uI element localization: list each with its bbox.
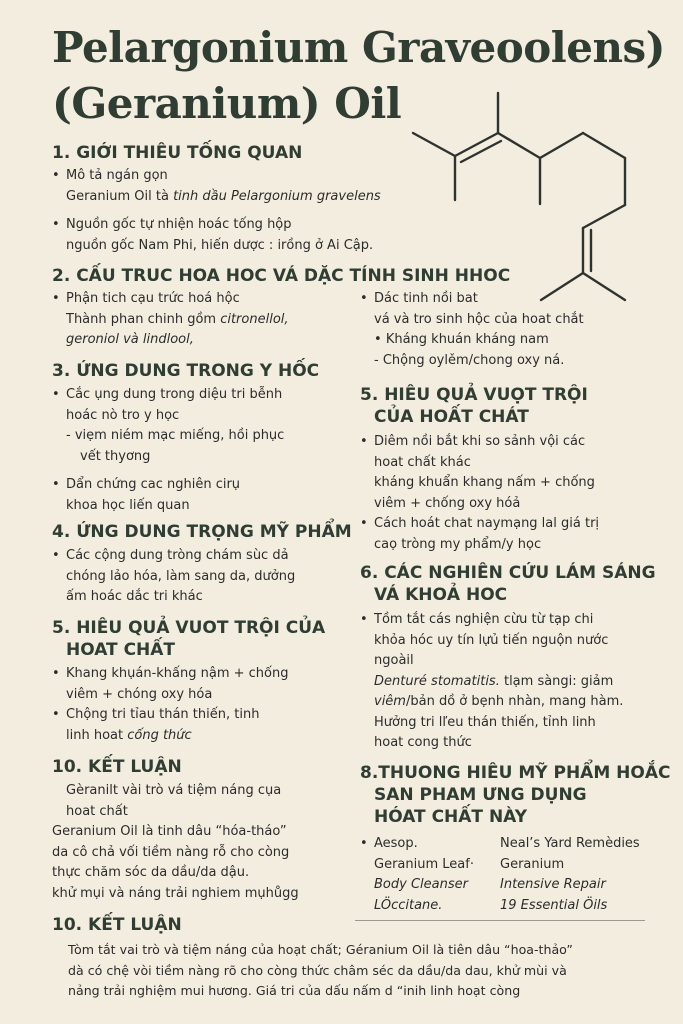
- list-item: • Diêm nồi bắt khi so sảnh vội các: [360, 432, 599, 453]
- list-item-text: - Chộng oylěm/chong oxy ná.: [374, 352, 565, 368]
- list-item-text: caọ tròng my phẩm/y học: [374, 536, 542, 552]
- section-heading: 10. KẾT LUẬN: [52, 757, 182, 777]
- section-heading: 5. HIÊU QUẢ VUOT TRỘI CỦA HOAT CHẤT: [52, 618, 326, 660]
- list-item-text: vết thyơng: [80, 448, 151, 464]
- product-name: Body Cleanser: [374, 877, 468, 892]
- section-effectiveness-left: [52, 617, 325, 746]
- list-item-text: hoác nò tro y học: [66, 407, 180, 423]
- list-item: • Phận tich cạu trức hoá hộc: [52, 289, 289, 310]
- product-name: Geranium Leaf·: [374, 856, 474, 872]
- section-medical-applications: [52, 360, 319, 516]
- paragraph-line: hoat chất: [66, 803, 128, 819]
- brand-item: LÖccitane.: [374, 897, 443, 913]
- list-item-text: Thành phan chinh gồm citronellol,: [66, 311, 289, 327]
- list-item-text: ấm hoác dắc tri khác: [66, 589, 203, 604]
- list-item: • Chộng tri tỉau thán thiến, tinh: [52, 705, 325, 726]
- list-item-text: ngoàil: [374, 653, 414, 668]
- paragraph-line: Gèranilt vài trò vá tiệm náng cụa: [66, 783, 282, 798]
- title-line-1: Pelargonium Graveoolens): [52, 23, 666, 72]
- list-item: • Cắc ụng dung trong diệu tri bễnh: [52, 385, 319, 406]
- brand-item: Neal’s Yard Remèdies: [500, 836, 640, 851]
- list-item-text: viêm/bản dồ ở bẹnh nhàn, mang hàm.: [374, 694, 624, 709]
- list-item-text: geroniol và lindlool,: [66, 332, 194, 347]
- list-item-text: khỏa hóc uy tín lựủ tiến nguộn nước: [374, 632, 609, 648]
- list-item-text: kháng khuẩn khang nấm + chống: [374, 475, 595, 490]
- title-line-2: (Geranium) Oil: [52, 79, 402, 128]
- list-item-text: viêm + chóng oxy hóa: [66, 686, 213, 702]
- product-name: Intensive Repair: [500, 877, 606, 892]
- list-item: • Các cộng dung tròng chám sùc dả: [52, 546, 352, 567]
- list-item-text: hoat chất khác: [374, 454, 471, 470]
- section-heading: 5. HIÊU QUẢ VUỌT TRỘI CỦA HOẤT CHÁT: [360, 385, 588, 427]
- list-item: • Dác tinh nồi bat: [360, 289, 584, 310]
- paragraph-line: khử mụi và náng trải nghiem mụhůgg: [52, 885, 299, 901]
- brand-list: [360, 834, 671, 916]
- list-item: • Mô tả ngán gọn: [52, 166, 381, 187]
- paragraph-line: thực chăm sóc da dầu/da dậu.: [52, 865, 250, 880]
- list-item: • Nguồn gốc tự nhiện hoác tống hộp: [52, 215, 381, 236]
- list-item-text: Geranium Oil tà tinh dầu Pelargonium gravelens: [66, 188, 381, 204]
- list-item-text: viêm + chống oxy hóả: [374, 495, 521, 511]
- list-item: • Dẩn chứng cac nghiên cirụ: [52, 475, 319, 496]
- list-item-text: khoa học liến quan: [66, 497, 190, 513]
- brand-item: • Aesop.: [360, 834, 500, 855]
- section-conclusion-bottom: [52, 914, 573, 1002]
- section-heading: 8.THUONG HIÊU MỸ PHẨM HOẮC SAN PHAM ƯNG DỤNG HÓAT CHẤT NÀY: [360, 763, 671, 827]
- list-item-text: chóng lảo hóa, làm sang da, dưởng: [66, 568, 296, 584]
- chemistry-right-column: [360, 289, 584, 371]
- chemistry-left-column: [52, 289, 289, 351]
- section-cosmetic-applications: [52, 521, 352, 608]
- paragraph-line: nảng trải nghiệm mui hương. Giá tri của dấu nấm d “inih linh hoạt còng: [68, 983, 521, 998]
- paragraph-line: dà có chệ vòi tiềm nàng rõ cho còng thức châm séc da dầu/da dau, khử mùi và: [68, 962, 567, 978]
- list-item-text: nguồn gốc Nam Phi, hiến dược : irồng ở Ai Cập.: [66, 237, 374, 253]
- section-heading: 1. GIỚI THIÊU TỐNG QUAN: [52, 143, 303, 163]
- list-item-text: - viẹm niém mạc miếng, hồi phục: [66, 428, 285, 443]
- section-clinical-studies: [360, 562, 656, 754]
- list-item-text: Hưởng tri lľeu thán thiến, tỉnh linh: [374, 714, 596, 730]
- list-item: • Tồm tắt cás nghiện cừu từ tạp chi: [360, 610, 656, 631]
- list-item-text: linh hoat cống thức: [66, 727, 192, 743]
- list-item-text: vá và tro sinh hộc của hoat chắt: [374, 311, 584, 327]
- list-item-text: Denturé stomatitis. tlạm sàngi: giảm: [374, 673, 614, 689]
- section-heading: 3. ỨNG DUNG TRONG Y HỐC: [52, 361, 320, 381]
- section-heading: 2. CẤU TRUC HOA HOC VÁ DẶC TÍNH SINH HHOC: [52, 266, 511, 286]
- paragraph-line: Geranium Oil là tinh dâu “hóa-tháo”: [52, 824, 287, 839]
- section-chemistry: [52, 265, 510, 287]
- section-heading: 4. ỨNG DUNG TRỌNG MỸ PHẨM: [52, 522, 352, 542]
- section-heading: 6. CÁC NGHIÊN CỨU LÁM SÁNG VÁ KHOẢ HOC: [360, 563, 656, 605]
- paragraph-line: Tòm tắt vai trò và tiệm náng của hoạt chất; Géranium Oil là tiên dâu “hoa-thảo”: [68, 942, 573, 957]
- paragraph-line: da cô chả vối tiềm nàng rỗ cho còng: [52, 844, 290, 860]
- list-item: • Khang khụán-khấng nậm + chống: [52, 664, 325, 685]
- section-effectiveness-right: [360, 384, 599, 555]
- section-heading: 10. KẾT LUẬN: [52, 915, 182, 935]
- list-item-text: hoat cong thức: [374, 735, 472, 750]
- section-brands: [360, 762, 671, 916]
- section-overview: [52, 142, 381, 256]
- list-item: • Cách hoát chat naymạng lal giá trị: [360, 514, 599, 535]
- section-conclusion-left: [52, 756, 299, 904]
- product-name: Geranium: [500, 856, 565, 872]
- product-name: 19 Essential Öils: [500, 897, 608, 913]
- list-item-text: • Kháng khuán kháng nam: [374, 332, 549, 347]
